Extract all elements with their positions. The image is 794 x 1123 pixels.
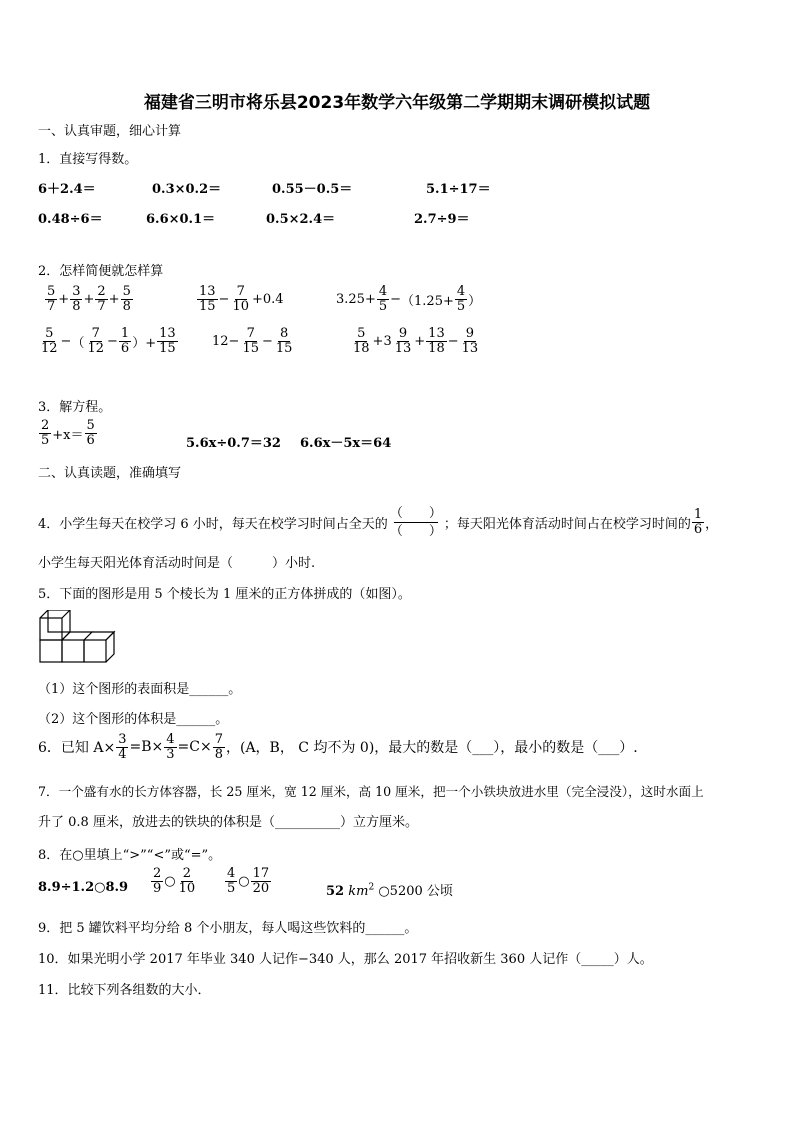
q4-text-b: ；每天阳光体育活动时间占在校学习时间的: [443, 517, 691, 532]
q8-compare-2: $\frac{2}{9}$ ○ $\frac{2}{10}$: [153, 866, 196, 896]
q8-compare-1: 8.9÷1.2○8.9: [38, 880, 129, 895]
q2-expr-1: $\frac{5}{7}$ + $\frac{3}{8}$ + $\frac{2}{7}$ + $\frac{5}{8}$: [47, 284, 131, 314]
q4-line-1: 4．小学生每天在校学习 6 小时，每天在校学习时间占全天的 （ ） （ ） ；每天阳光体育活动时间占在校学习时间的 $\frac{1}{6}$ ，: [38, 506, 719, 539]
q4-fraction: $\frac{1}{6}$: [693, 507, 703, 537]
q1-item: 0.48÷6＝: [38, 212, 103, 227]
q1-item: 2.7÷9＝: [414, 212, 470, 227]
q4-answer-fraction-blank[interactable]: （ ） （ ）: [389, 506, 442, 539]
q2-expr-6: $\frac{5}{18}$ +3 $\frac{9}{13}$ + $\frac{13}{18}$ − $\frac{9}{13}$: [353, 326, 479, 356]
q9-line: 9．把 5 罐饮料平均分给 8 个小朋友，每人喝这些饮料的______。: [38, 921, 418, 936]
q3-equation-2: 5.6x÷0.7＝32: [186, 436, 281, 451]
q7-line-2: 升了 0.8 厘米，放进去的铁块的体积是（__________）立方厘米。: [38, 815, 418, 830]
q10-line: 10．如果光明小学 2017 年毕业 340 人记作−340 人，那么 2017 年招收新生 360 人记作（_____）人。: [38, 952, 653, 967]
q8-heading: 8．在○里填上“>”“<”或“=”。: [38, 848, 222, 863]
q2-expr-3: 3.25+ $\frac{4}{5}$ − （1.25+ $\frac{4}{5}$ ）: [336, 284, 482, 314]
q1-item: 6＋2.4＝: [38, 182, 96, 197]
q1-item: 6.6×0.1＝: [146, 212, 216, 227]
q2-expr-2: $\frac{13}{15}$ − $\frac{7}{10}$ +0.4: [199, 284, 284, 314]
q8-compare-4: 52 $km^2$ ○5200 公顷: [326, 882, 453, 899]
section-1-heading: 一、认真审题，细心计算: [38, 124, 182, 139]
q3-heading: 3．解方程。: [38, 400, 112, 415]
q1-item: 0.55－0.5＝: [272, 182, 353, 197]
q2-expr-5: 12− $\frac{7}{15}$ − $\frac{8}{15}$: [212, 326, 293, 356]
q8-compare-3: $\frac{4}{5}$ ○ $\frac{17}{20}$: [227, 866, 270, 896]
q2-heading: 2．怎样简便就怎样算: [38, 264, 164, 279]
q1-item: 0.3×0.2＝: [152, 182, 222, 197]
cube-figure: [38, 610, 118, 666]
q1-item: 5.1÷17＝: [426, 182, 491, 197]
q3-equation-3: 6.6x－5x＝64: [300, 436, 392, 451]
q5-sub-1: （1）这个图形的表面积是______。: [38, 682, 242, 697]
section-2-heading: 二、认真读题，准确填写: [38, 466, 182, 481]
q4-line-2: 小学生每天阳光体育活动时间是（ ）小时.: [38, 556, 316, 571]
q2-expr-4: $\frac{5}{12}$ − （ $\frac{7}{12}$ − $\frac{1}{6}$ ）+ $\frac{13}{15}$: [41, 326, 176, 356]
page-title: 福建省三明市将乐县2023年数学六年级第二学期期末调研模拟试题: [143, 93, 651, 113]
q7-line-1: 7．一个盛有水的长方体容器，长 25 厘米，宽 12 厘米，高 10 厘米，把一个小铁块放进水里（完全浸没），这时水面上: [38, 784, 704, 799]
q1-heading: 1．直接写得数。: [38, 152, 138, 167]
q5-heading: 5．下面的图形是用 5 个棱长为 1 厘米的正方体拼成的（如图）。: [38, 587, 411, 602]
q5-sub-2: （2）这个图形的体积是______。: [38, 712, 229, 727]
q6-line: 6．已知 A× $\frac{3}{4}$ =B× $\frac{4}{3}$ =C× $\frac{7}{8}$ ，(A，B， C 均不为 0)，最大的数是（___），最小的数是（___）.: [38, 732, 638, 762]
q3-equation-1: $\frac{2}{5}$ +x＝ $\frac{5}{6}$: [41, 418, 95, 448]
q1-item: 0.5×2.4＝: [266, 212, 336, 227]
q11-line: 11．比较下列各组数的大小．: [38, 983, 211, 998]
q4-text-a: 4．小学生每天在校学习 6 小时，每天在校学习时间占全天的: [38, 517, 388, 532]
